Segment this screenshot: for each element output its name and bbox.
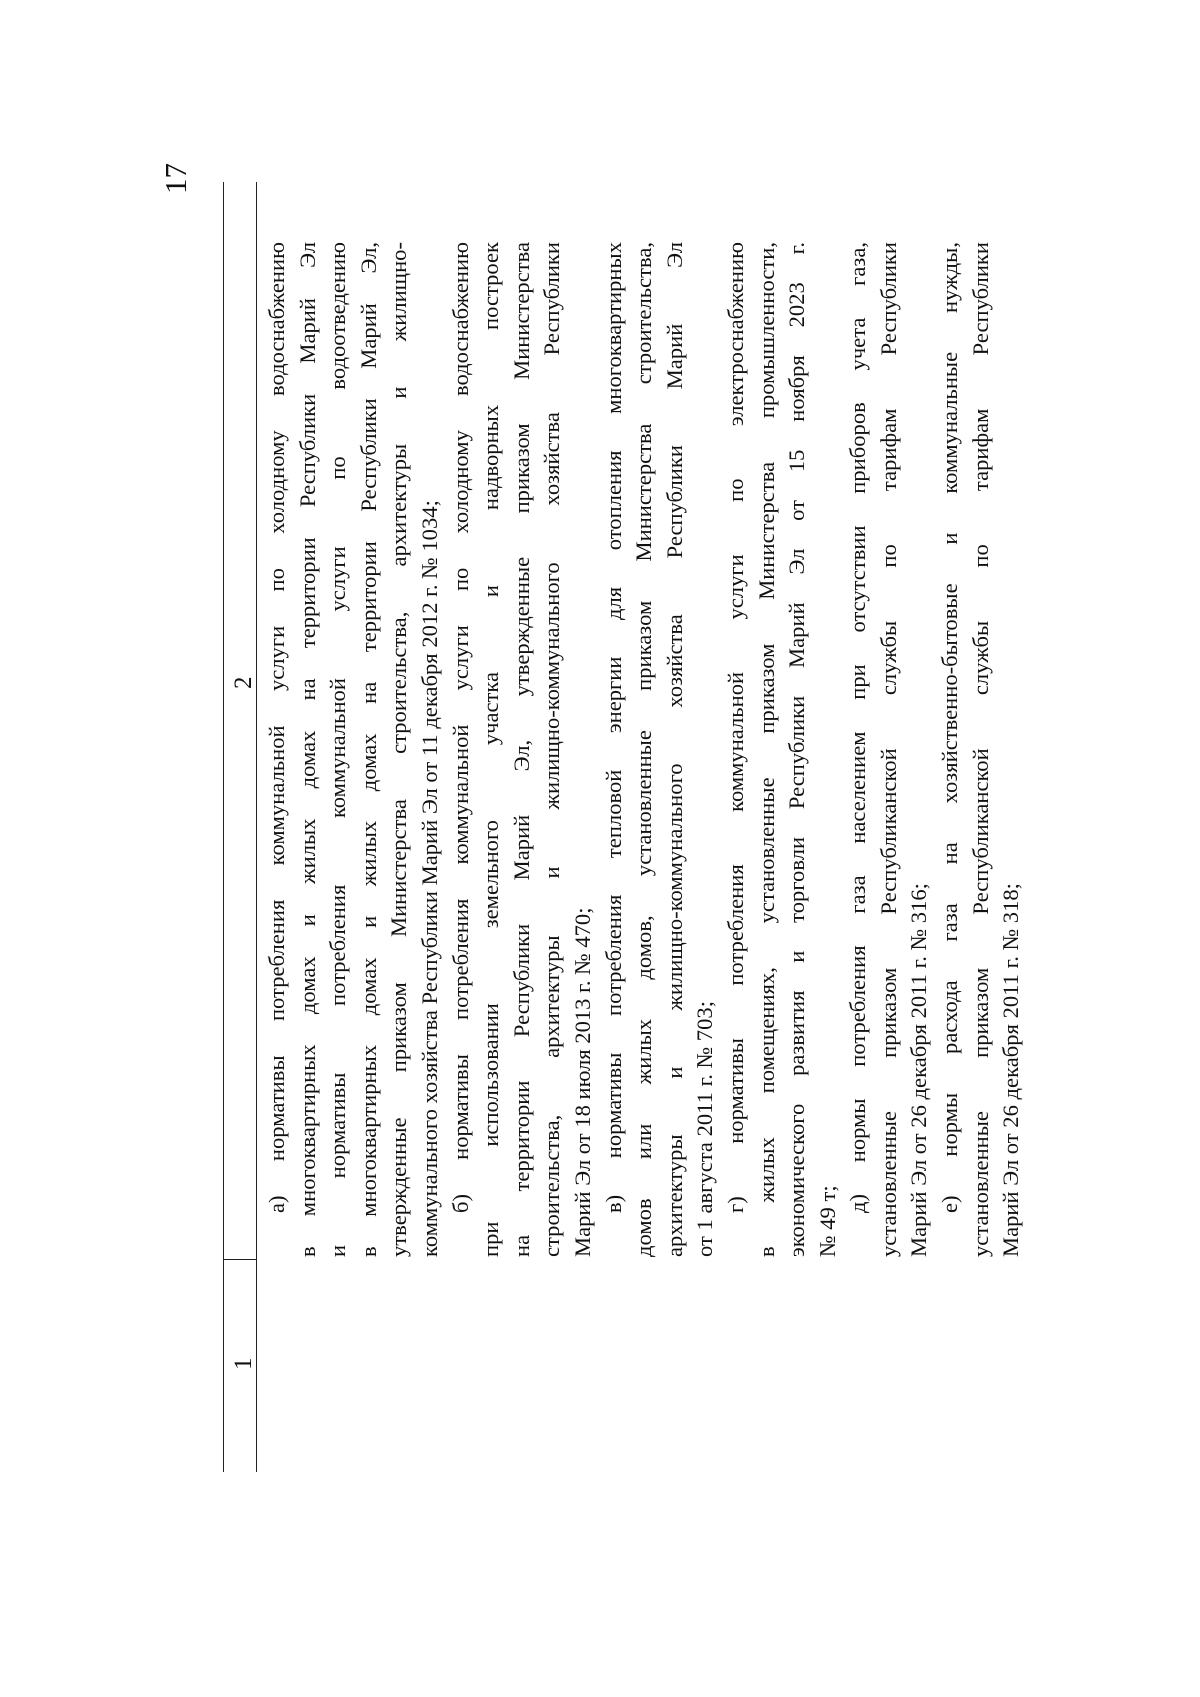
text-line: Марий Эл от 26 декабря 2011 г. № 318; [998,883,1024,1257]
text-line: в многоквартирных домах и жилых домах на территории Республики Марий Эл [294,242,320,1257]
text-line: д) нормы потребления газа населением при отсутствии приборов учета газа, [845,242,871,1213]
page-number: 17 [158,163,193,194]
column-header-2: 2 [230,676,257,689]
text-line: при использовании земельного участка и надворных построек [478,242,504,1257]
text-line: домов или жилых домов, установленные приказом Министерства строительства, [631,242,657,1257]
text-line: архитектуры и жилищно-коммунального хозяйства Республики Марий Эл [661,242,687,1257]
table-cell-content [262,242,1027,1257]
paragraph-g [721,242,843,1257]
text-line: б) нормативы потребления коммунальной услуги по холодному водоснабжению [447,242,473,1213]
table-column-divider [223,1259,257,1260]
text-line: на территории Республики Марий Эл, утвержденные приказом Министерства [508,242,534,1257]
text-line: от 1 августа 2011 г. № 703; [692,1001,718,1257]
table-header-divider [256,182,257,1472]
text-line: в) нормативы потребления тепловой энергии для отопления многоквартирных [600,242,626,1213]
text-line: в жилых помещениях, установленные приказом Министерства промышленности, [753,242,779,1257]
text-line: установленные приказом Республиканской службы по тарифам Республики [967,242,993,1257]
text-line: строительства, архитектуры и жилищно-коммунального хозяйства Республики [539,242,565,1257]
text-line: Марий Эл от 18 июля 2013 г. № 470; [569,907,595,1257]
text-line: и нормативы потребления коммунальной услуги по водоотведению [325,242,351,1257]
table-top-border [223,182,224,1472]
text-line: а) нормативы потребления коммунальной услуги по холодному водоснабжению [264,242,289,1213]
text-line: утвержденные приказом Министерства строительства, архитектуры и жилищно- [386,242,412,1257]
text-line: коммунального хозяйства Республики Марий Эл от 11 декабря 2012 г. № 1034; [416,500,442,1257]
text-line: Марий Эл от 26 декабря 2011 г. № 316; [906,883,932,1257]
text-line: в многоквартирных домах и жилых домах на территории Республики Марий Эл, [355,242,381,1257]
text-line: установленные приказом Республиканской службы по тарифам Республики [875,242,901,1257]
paragraph-v [599,242,721,1257]
paragraph-a [262,242,446,1257]
text-line: экономического развития и торговли Республики Марий Эл от 15 ноября 2023 г. [784,242,810,1257]
text-line: е) нормы расхода газа на хозяйственно-бытовые и коммунальные нужды, [937,242,963,1213]
paragraph-e [935,242,1027,1257]
text-line: г) нормативы потребления коммунальной услуги по электроснабжению [722,242,748,1213]
column-header-1: 1 [230,1357,257,1370]
text-line: № 49 т; [814,1185,840,1257]
paragraph-b [446,242,599,1257]
paragraph-d [843,242,935,1257]
